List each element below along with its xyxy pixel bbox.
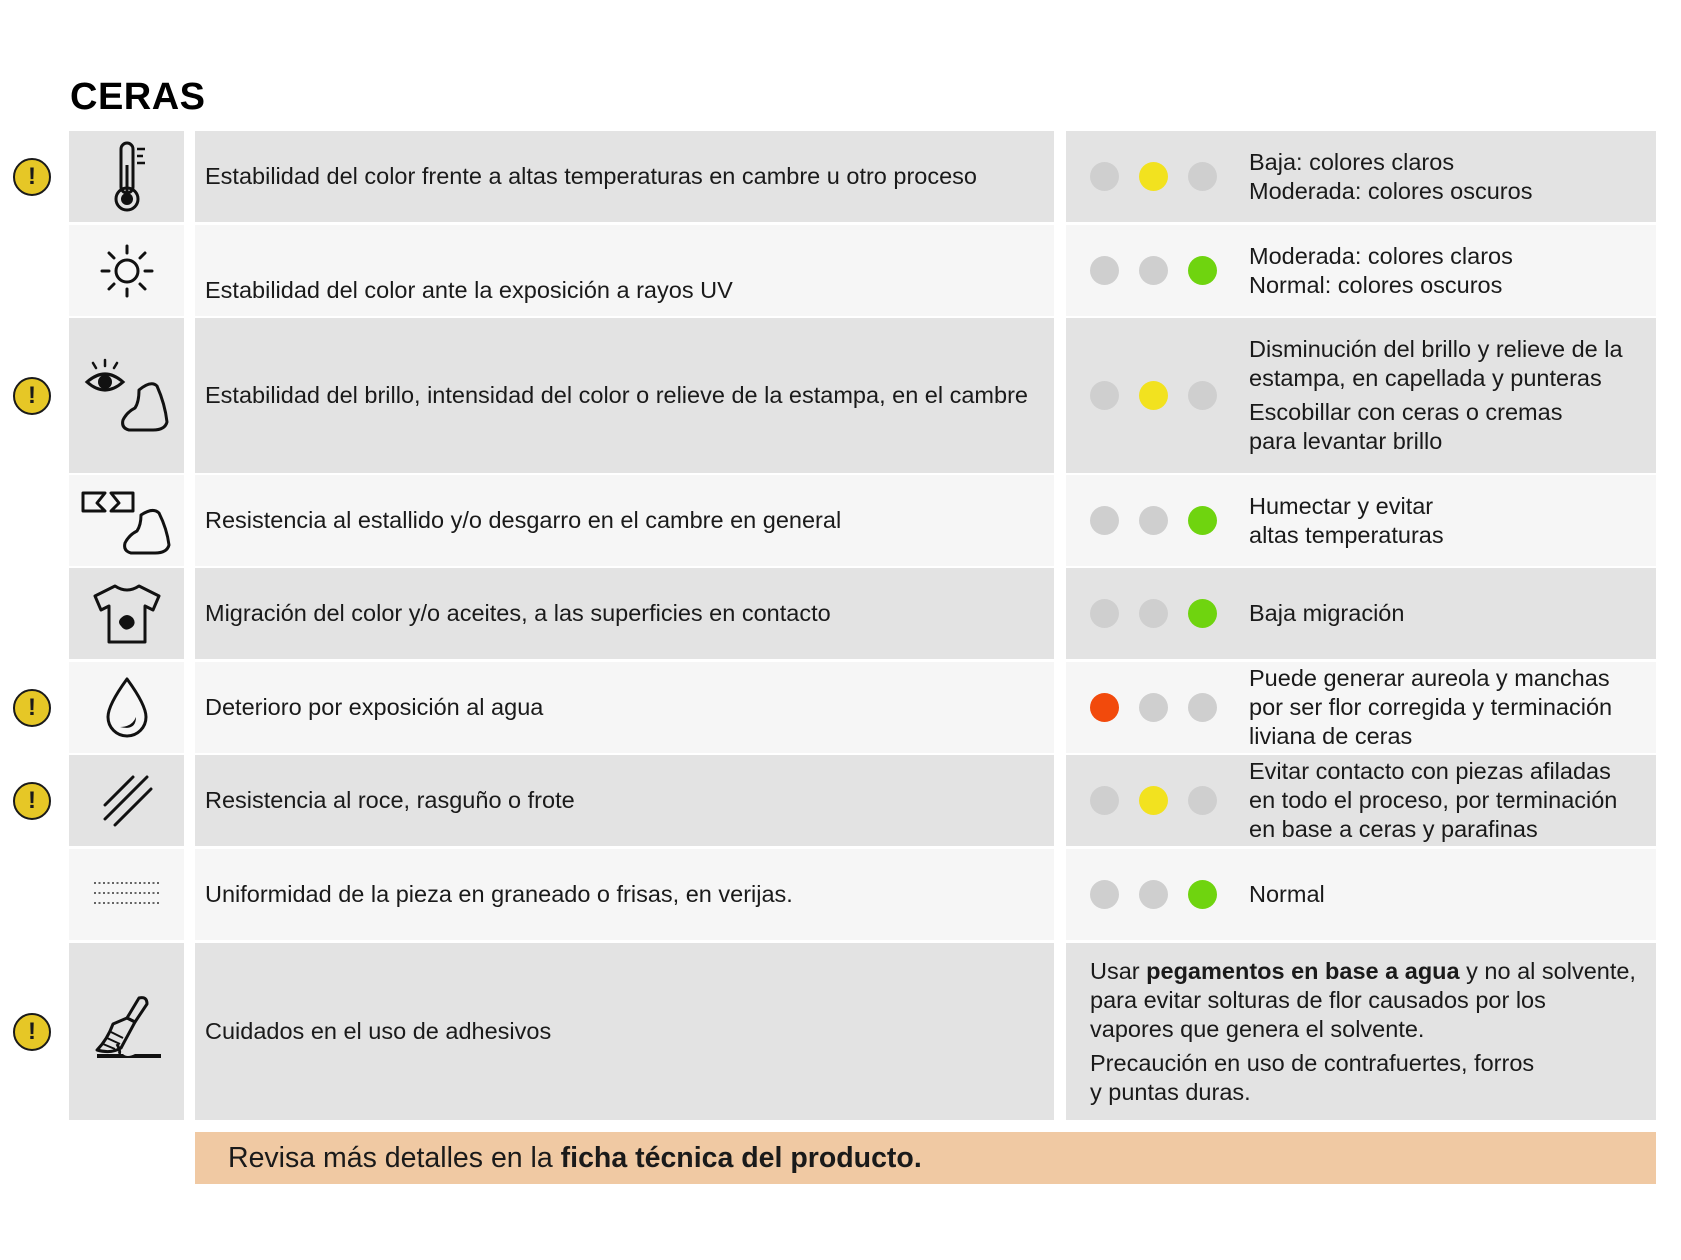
warning-icon: ! — [13, 1013, 51, 1051]
rating-cell — [1066, 318, 1656, 473]
sun-icon — [69, 225, 184, 316]
rating-dot — [1139, 693, 1168, 722]
note-paragraph: Humectar y evitar altas temperaturas — [1249, 492, 1444, 548]
rating-dot-active — [1139, 162, 1168, 191]
glue-brush-icon — [69, 943, 184, 1120]
property-description: Uniformidad de la pieza en graneado o frisas, en verijas. — [195, 849, 1054, 940]
table-row — [0, 849, 1681, 940]
rating-dot-active — [1188, 880, 1217, 909]
rating-indicator — [1090, 568, 1217, 659]
rating-note — [1249, 849, 1636, 940]
thermometer-icon — [69, 131, 184, 222]
rating-indicator — [1090, 131, 1217, 222]
property-description: Resistencia al estallido y/o desgarro en el cambre en general — [195, 475, 1054, 566]
note-paragraph: Moderada: colores claros Normal: colores oscuros — [1249, 242, 1513, 298]
rating-dot — [1090, 256, 1119, 285]
warning-icon: ! — [13, 158, 51, 196]
note-paragraph: Evitar contacto con piezas afiladas en todo el proceso, por terminación en base a ceras y parafinas — [1249, 758, 1618, 842]
note-paragraph: Baja: colores claros Moderada: colores oscuros — [1249, 148, 1533, 204]
rating-note — [1249, 755, 1636, 846]
rating-indicator — [1090, 662, 1217, 753]
rating-cell — [1066, 225, 1656, 316]
rating-indicator — [1090, 755, 1217, 846]
rating-note — [1249, 568, 1636, 659]
note-paragraph: Normal — [1249, 881, 1325, 907]
property-description: Deterioro por exposición al agua — [195, 662, 1054, 753]
rating-dot — [1139, 599, 1168, 628]
rating-indicator — [1090, 475, 1217, 566]
warning-icon: ! — [13, 782, 51, 820]
rating-dot — [1090, 880, 1119, 909]
rating-cell — [1066, 662, 1656, 753]
note-paragraph: Escobillar con ceras o cremas para levantar brillo — [1249, 399, 1563, 454]
property-description: Cuidados en el uso de adhesivos — [195, 943, 1054, 1120]
footer-text: Revisa más detalles en la — [228, 1141, 561, 1174]
rating-dot — [1139, 506, 1168, 535]
property-description: Estabilidad del color frente a altas temperaturas en cambre u otro proceso — [195, 131, 1054, 222]
rating-dot — [1090, 599, 1119, 628]
rating-note — [1249, 225, 1636, 316]
warning-icon: ! — [13, 377, 51, 415]
rating-note — [1249, 662, 1636, 753]
rating-dot-active — [1188, 256, 1217, 285]
note-paragraph: Disminución del brillo y relieve de la estampa, en capellada y punteras — [1249, 336, 1623, 391]
rating-dot — [1090, 786, 1119, 815]
rating-cell — [1066, 131, 1656, 222]
note-text: Usar — [1090, 957, 1147, 984]
property-description: Estabilidad del color ante la exposición a rayos UV — [195, 225, 1054, 316]
rating-dot — [1090, 162, 1119, 191]
table-row — [0, 131, 1681, 222]
note-emphasis: pegamentos en base a agua — [1146, 957, 1460, 984]
rating-dot-active — [1139, 381, 1168, 410]
grain-texture-icon — [69, 849, 184, 940]
rating-cell — [1066, 943, 1656, 1120]
property-description: Estabilidad del brillo, intensidad del color o relieve de la estampa, en el cambre — [195, 318, 1054, 473]
water-drop-icon — [69, 662, 184, 753]
tear-shoe-icon — [69, 475, 184, 566]
rating-dot — [1188, 162, 1217, 191]
rating-cell — [1066, 475, 1656, 566]
rating-dot — [1090, 381, 1119, 410]
rating-dot — [1090, 506, 1119, 535]
rating-cell — [1066, 849, 1656, 940]
property-description: Resistencia al roce, rasguño o frote — [195, 755, 1054, 846]
rating-cell — [1066, 568, 1656, 659]
rating-dot — [1139, 256, 1168, 285]
page-title: CERAS — [70, 76, 206, 118]
table-row — [0, 943, 1681, 1120]
table-row — [0, 662, 1681, 753]
rating-dot — [1139, 880, 1168, 909]
table-row — [0, 568, 1681, 659]
table-row — [0, 318, 1681, 473]
eye-shoe-icon — [69, 318, 184, 473]
scratch-icon — [69, 755, 184, 846]
rating-dot-active — [1188, 506, 1217, 535]
warning-icon: ! — [13, 689, 51, 727]
rating-indicator — [1090, 225, 1217, 316]
note-paragraph: Precaución en uso de contrafuertes, forros y puntas duras. — [1090, 1049, 1535, 1105]
rating-note — [1249, 131, 1636, 222]
tshirt-stain-icon — [69, 568, 184, 659]
footer-link-text: ficha técnica del producto. — [560, 1141, 922, 1174]
note-paragraph: Baja migración — [1249, 600, 1405, 626]
property-description: Migración del color y/o aceites, a las superficies en contacto — [195, 568, 1054, 659]
rating-note — [1090, 943, 1636, 1120]
table-row — [0, 225, 1681, 316]
rating-indicator — [1090, 318, 1217, 473]
rating-dot — [1188, 693, 1217, 722]
note-paragraph: Puede generar aureola y manchas por ser flor corregida y terminación liviana de ceras — [1249, 665, 1613, 749]
table-row — [0, 475, 1681, 566]
rating-note — [1249, 475, 1636, 566]
footer-banner — [195, 1132, 1656, 1184]
rating-dot-active — [1090, 693, 1119, 722]
rating-dot-active — [1139, 786, 1168, 815]
rating-dot — [1188, 381, 1217, 410]
note-paragraph — [1090, 957, 1636, 1044]
note-text: y no al solvente, para evitar solturas de flor causados por los vapores que genera el solvente. — [1090, 957, 1636, 1042]
rating-note — [1249, 318, 1636, 473]
rating-cell — [1066, 755, 1656, 846]
table-row — [0, 755, 1681, 846]
rating-dot — [1188, 786, 1217, 815]
rating-indicator — [1090, 849, 1217, 940]
rating-dot-active — [1188, 599, 1217, 628]
